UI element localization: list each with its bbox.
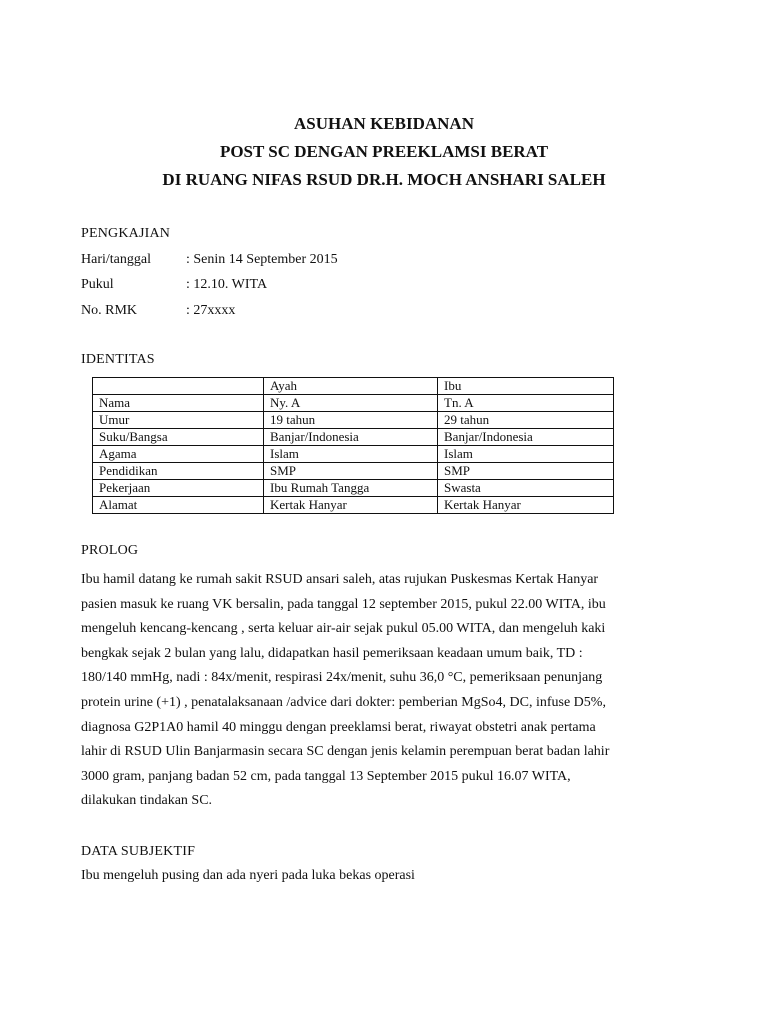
paragraph-line: pasien masuk ke ruang VK bersalin, pada tanggal 12 september 2015, pukul 22.00 WITA, ibu (81, 596, 606, 612)
table-cell: Pekerjaan (93, 480, 264, 497)
table-row (93, 412, 614, 429)
table-cell: Pendidikan (93, 463, 264, 480)
document-title-line-1: ASUHAN KEBIDANAN (294, 114, 474, 133)
table-cell: Agama (93, 446, 264, 463)
table-cell: Ny. A (264, 395, 438, 412)
paragraph-line: lahir di RSUD Ulin Banjarmasin secara SC dengan jenis kelamin perempuan berat badan lahir (81, 744, 610, 760)
paragraph-line: 3000 gram, panjang badan 52 cm, pada tanggal 13 September 2015 pukul 16.07 WITA, (81, 768, 571, 784)
table-cell: Nama (93, 395, 264, 412)
paragraph-line: mengeluh kencang-kencang , serta keluar air-air sejak pukul 05.00 WITA, dan mengeluh kaki (81, 621, 606, 637)
pengkajian-label: No. RMK (81, 303, 138, 318)
table-row (93, 446, 614, 463)
prolog-paragraph (81, 568, 681, 814)
paragraph-line: bengkak sejak 2 bulan yang lalu, didapatkan hasil pemeriksaan keadaan umum baik, TD : (81, 645, 583, 661)
table-cell: Islam (264, 446, 438, 463)
pengkajian-label: Pukul (81, 277, 114, 292)
table-cell: Umur (93, 412, 264, 429)
table-row (93, 463, 614, 480)
table-cell: Ayah (264, 378, 438, 395)
table-cell: SMP (264, 463, 438, 480)
table-cell: Islam (438, 446, 614, 463)
table-cell: Suku/Bangsa (93, 429, 264, 446)
pengkajian-value: : 12.10. WITA (186, 277, 268, 292)
table-cell: Banjar/Indonesia (264, 429, 438, 446)
subjektif-heading: DATA SUBJEKTIF (81, 844, 196, 859)
table-cell (93, 378, 264, 395)
paragraph-line: dilakukan tindakan SC. (81, 793, 213, 809)
pengkajian-value: : Senin 14 September 2015 (186, 252, 338, 267)
paragraph-line: diagnosa G2P1A0 hamil 40 minggu dengan preeklamsi berat, riwayat obstetri anak pertama (81, 719, 596, 735)
table-row (93, 480, 614, 497)
document-title-line-2: POST SC DENGAN PREEKLAMSI BERAT (219, 142, 549, 161)
paragraph-line: Ibu hamil datang ke rumah sakit RSUD ansari saleh, atas rujukan Puskesmas Kertak Hanyar (81, 572, 599, 587)
prolog-heading: PROLOG (81, 543, 139, 558)
table-cell: Swasta (438, 480, 614, 497)
subjektif-text: Ibu mengeluh pusing dan ada nyeri pada luka bekas operasi (81, 868, 415, 883)
pengkajian-label: Hari/tanggal (81, 252, 151, 267)
table-cell: 29 tahun (438, 412, 614, 429)
table-row (93, 497, 614, 514)
identitas-heading: IDENTITAS (81, 352, 155, 367)
paragraph-line: protein urine (+1) , penatalaksanaan /advice dari dokter: pemberian MgSo4, DC, infuse D5%, (81, 694, 606, 710)
paragraph-line: 180/140 mmHg, nadi : 84x/menit, respirasi 24x/menit, suhu 36,0 °C, pemeriksaan penunjang (81, 670, 603, 686)
pengkajian-heading: PENGKAJIAN (81, 226, 171, 241)
table-cell: SMP (438, 463, 614, 480)
table-header-row (93, 378, 614, 395)
pengkajian-value: : 27xxxx (186, 303, 236, 318)
table-cell: Banjar/Indonesia (438, 429, 614, 446)
table-cell: Ibu (438, 378, 614, 395)
table-row (93, 395, 614, 412)
table-cell: Kertak Hanyar (264, 497, 438, 514)
table-cell: Tn. A (438, 395, 614, 412)
table-row (93, 429, 614, 446)
table-cell: 19 tahun (264, 412, 438, 429)
table-cell: Ibu Rumah Tangga (264, 480, 438, 497)
identitas-table (92, 377, 614, 514)
table-cell: Alamat (93, 497, 264, 514)
document-title-line-3: DI RUANG NIFAS RSUD DR.H. MOCH ANSHARI SALEH (162, 170, 606, 189)
table-cell: Kertak Hanyar (438, 497, 614, 514)
